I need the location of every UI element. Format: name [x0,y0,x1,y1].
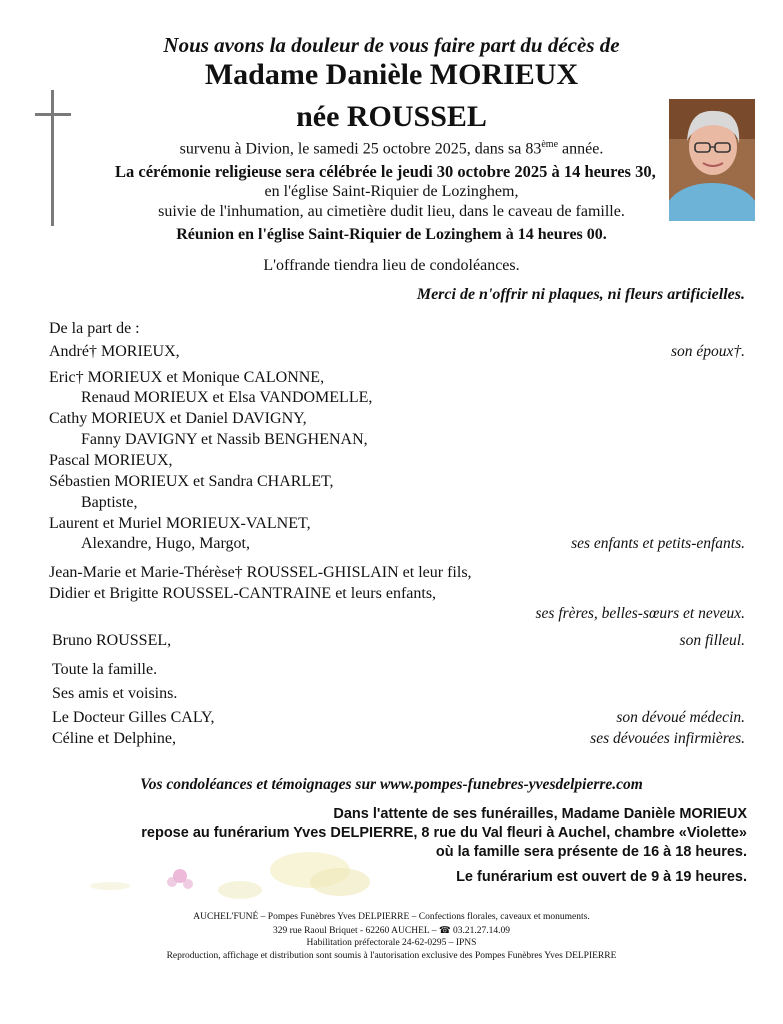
death-info: survenu à Divion, le samedi 25 octobre 2025, dans sa 83ème année. [179,139,604,158]
footer-reproduction: Reproduction, affichage et distribution sont soumis à l'autorisation exclusive des Pompes Funèbres Yves DELPIERRE [166,951,617,961]
family-member: Le Docteur Gilles CALY, [52,709,215,726]
offering-text: L'offrande tiendra lieu de condoléances. [263,257,520,274]
relation-label: son époux†. [670,343,745,360]
flower-decoration [80,840,400,910]
burial-text: suivie de l'inhumation, au cimetière dudit lieu, dans le caveau de famille. [158,203,625,220]
funerarium-hours: Le funérarium est ouvert de 9 à 19 heures. [456,869,747,885]
condolences-text: Vos condoléances et témoignages sur www.pompes-funebres-yvesdelpierre.com [140,776,643,793]
family-member: Cathy MORIEUX et Daniel DAVIGNY, [49,410,307,427]
family-member: Ses amis et voisins. [52,685,178,702]
family-member: Fanny DAVIGNY et Nassib BENGHENAN, [81,431,368,448]
footer-habilitation: Habilitation préfectorale 24-62-0295 – IPNS [306,938,477,948]
funerarium-line2: repose au funérarium Yves DELPIERRE, 8 rue du Val fleuri à Auchel, chambre «Violette» [141,825,747,841]
funerarium-line3: où la famille sera présente de 16 à 18 heures. [435,844,747,860]
family-member: Alexandre, Hugo, Margot, [81,535,250,552]
no-flowers-text: Merci de n'offrir ni plaques, ni fleurs artificielles. [416,286,745,303]
family-member: Renaud MORIEUX et Elsa VANDOMELLE, [81,389,373,406]
funerarium-line1: Dans l'attente de ses funérailles, Madame Danièle MORIEUX [333,806,747,822]
phone-icon: ☎ [438,926,451,936]
relation-label: ses frères, belles-sœurs et neveux. [535,605,745,622]
maiden-name: née ROUSSEL [296,100,487,133]
family-member: Didier et Brigitte ROUSSEL-CANTRAINE et leurs enfants, [49,585,437,602]
relation-label: son filleul. [679,632,745,649]
deceased-name: Madame Danièle MORIEUX [204,58,579,91]
relation-label: ses dévouées infirmières. [590,730,745,747]
family-member: Bruno ROUSSEL, [52,632,172,649]
family-member: Toute la famille. [52,661,158,678]
relation-label: son dévoué médecin. [616,709,745,726]
footer-company: AUCHEL'FUNÉ – Pompes Funèbres Yves DELPIERRE – Confections florales, caveaux et monuments. [193,912,590,922]
ceremony-text: La cérémonie religieuse sera célébrée le jeudi 30 octobre 2025 à 14 heures 30, [115,162,656,181]
from-label: De la part de : [49,320,140,337]
family-member: Sébastien MORIEUX et Sandra CHARLET, [49,473,334,490]
family-member: Pascal MORIEUX, [49,452,173,469]
family-member: André† MORIEUX, [49,343,180,360]
family-member: Baptiste, [81,494,138,511]
intro-text: Nous avons la douleur de vous faire part du décès de [163,33,620,57]
family-member: Céline et Delphine, [52,730,176,747]
family-member: Eric† MORIEUX et Monique CALONNE, [49,369,325,386]
family-member: Laurent et Muriel MORIEUX-VALNET, [49,515,311,532]
relation-label: ses enfants et petits-enfants. [571,535,745,552]
meeting-text: Réunion en l'église Saint-Riquier de Lozinghem à 14 heures 00. [176,226,607,243]
footer-address: 329 rue Raoul Briquet - 62260 AUCHEL – ☎ 03.21.27.14.09 [272,926,511,936]
church-text: en l'église Saint-Riquier de Lozinghem, [264,183,519,200]
family-member: Jean-Marie et Marie-Thérèse† ROUSSEL-GHISLAIN et leur fils, [49,564,472,581]
